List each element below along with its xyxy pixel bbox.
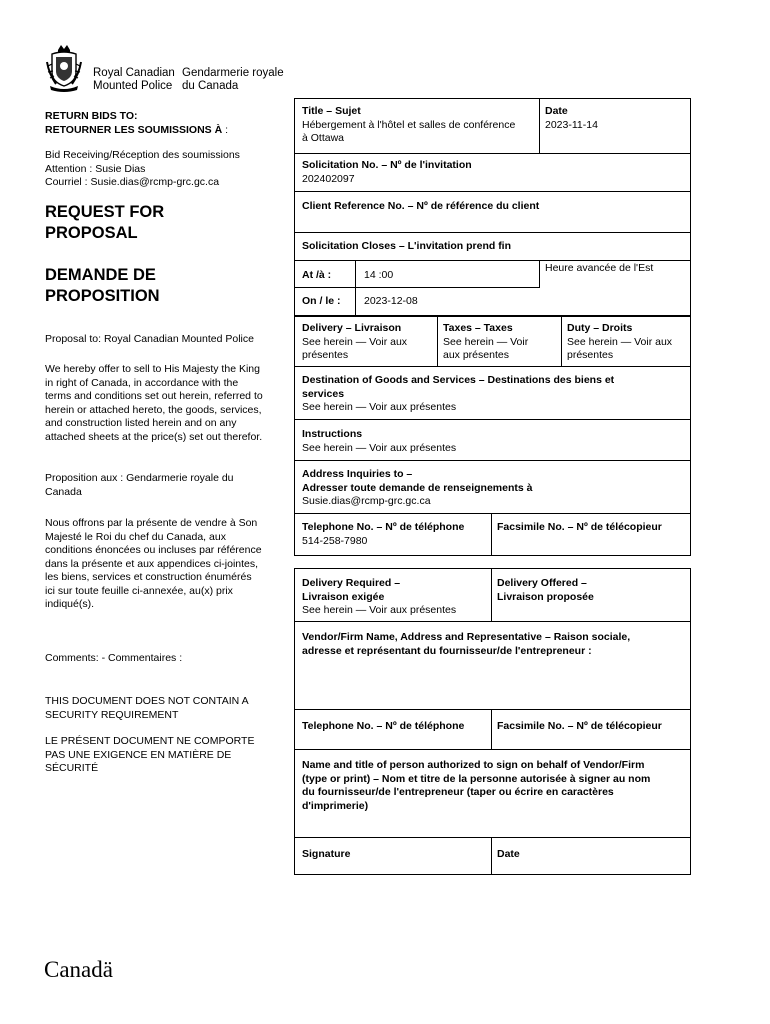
proposition-aux: Proposition aux : Gendarmerie royale du Canada — [45, 472, 234, 498]
agency-name-fr: Gendarmerie royale du Canada — [182, 67, 284, 92]
telephone-field: Telephone No. – Nº de téléphone 514-258-7980 — [302, 521, 465, 547]
security-notice-en: THIS DOCUMENT DOES NOT CONTAIN A SECURITY REQUIREMENT — [45, 695, 249, 721]
delivery-field: Delivery – Livraison See herein — Voir aux présentes — [302, 322, 408, 361]
return-bids-heading: RETURN BIDS TO: RETOURNER LES SOUMISSIONS À : — [45, 110, 229, 136]
closing-timezone: Heure avancée de l'Est — [545, 262, 654, 274]
comments-label: Comments: - Commentaires : — [45, 652, 183, 664]
offer-text-en: We hereby offer to sell to His Majesty the King in right of Canada, in accordance with the terms and conditions set out herein, referred to herein or attached hereto, the goods, services, and construction listed herein and on any attached sheets at the price(s) set out therefor. — [45, 363, 263, 443]
solicitation-info-box — [294, 98, 691, 316]
date-field: Date 2023-11-14 — [545, 105, 598, 131]
closing-date: 2023-12-08 — [364, 295, 418, 307]
vendor-info-box — [294, 568, 691, 875]
offer-text-fr: Nous offrons par la présente de vendre à Son Majesté le Roi du chef du Canada, aux conditions énoncées ou incluses par référence dans la présente et aux appendices ci-jointes, les biens, services et construction énumérés ici sur toute feuille ci-annexée, au(x) prix indiqué(s). — [45, 517, 262, 610]
solicitation-number-field: Solicitation No. – Nº de l'invitation 202402097 — [302, 159, 472, 185]
title-demande-de-proposition: DEMANDE DE PROPOSITION — [45, 266, 160, 305]
at-label: At /à : — [302, 269, 332, 281]
on-label: On / le : — [302, 295, 341, 307]
canada-wordmark: Canadä — [44, 957, 113, 982]
client-reference-field: Client Reference No. – Nº de référence du client — [302, 200, 540, 212]
proposal-to: Proposal to: Royal Canadian Mounted Police — [45, 333, 254, 345]
facsimile-field: Facsimile No. – Nº de télécopieur — [497, 521, 662, 533]
instructions-field: Instructions See herein — Voir aux présentes — [302, 428, 457, 454]
delivery-required-field: Delivery Required – Livraison exigée See herein — Voir aux présentes — [302, 577, 457, 616]
title-field: Title – Sujet Hébergement à l'hôtel et salles de conférence à Ottawa — [302, 105, 516, 144]
vendor-telephone-field[interactable]: Telephone No. – Nº de téléphone — [302, 720, 465, 732]
vendor-name-address-field[interactable]: Vendor/Firm Name, Address and Representative – Raison sociale, adresse et représentant du fournisseur/de l'entrepreneur : — [302, 631, 631, 657]
agency-name-en: Royal Canadian Mounted Police — [93, 67, 175, 92]
closing-time: 14 :00 — [364, 269, 394, 281]
destination-field: Destination of Goods and Services – Destinations des biens et services See herein — Voir aux présentes — [302, 374, 615, 413]
solicitation-closes-label: Solicitation Closes – L'invitation prend fin — [302, 240, 512, 252]
vendor-facsimile-field[interactable]: Facsimile No. – Nº de télécopieur — [497, 720, 662, 732]
duty-field: Duty – Droits See herein — Voir aux présentes — [567, 322, 673, 361]
taxes-field: Taxes – Taxes See herein — Voir aux présentes — [443, 322, 529, 361]
rcmp-crest-icon — [44, 44, 84, 92]
title-request-for-proposal: REQUEST FOR PROPOSAL — [45, 203, 165, 242]
authorized-signatory-field[interactable]: Name and title of person authorized to sign on behalf of Vendor/Firm (type or print) – Nom et titre de la personne autorisée à signer au nom du fournisseur/de l'entrepreneur (taper ou écrire en caractères d'imprimerie) — [302, 759, 651, 812]
signature-field[interactable]: Signature — [302, 848, 351, 860]
delivery-terms-box — [294, 316, 691, 556]
security-notice-fr: LE PRÉSENT DOCUMENT NE COMPORTE PAS UNE EXIGENCE EN MATIÈRE DE SÉCURITÉ — [45, 735, 255, 774]
bid-receiving-address: Bid Receiving/Réception des soumissions Attention : Susie Dias Courriel : Susie.dias@rcmp-grc.gc.ca — [45, 149, 240, 188]
delivery-offered-field[interactable]: Delivery Offered – Livraison proposée — [497, 577, 594, 603]
address-inquiries-field: Address Inquiries to – Adresser toute demande de renseignements à Susie.dias@rcmp-grc.gc.ca — [302, 468, 533, 507]
signature-date-field[interactable]: Date — [497, 848, 520, 860]
